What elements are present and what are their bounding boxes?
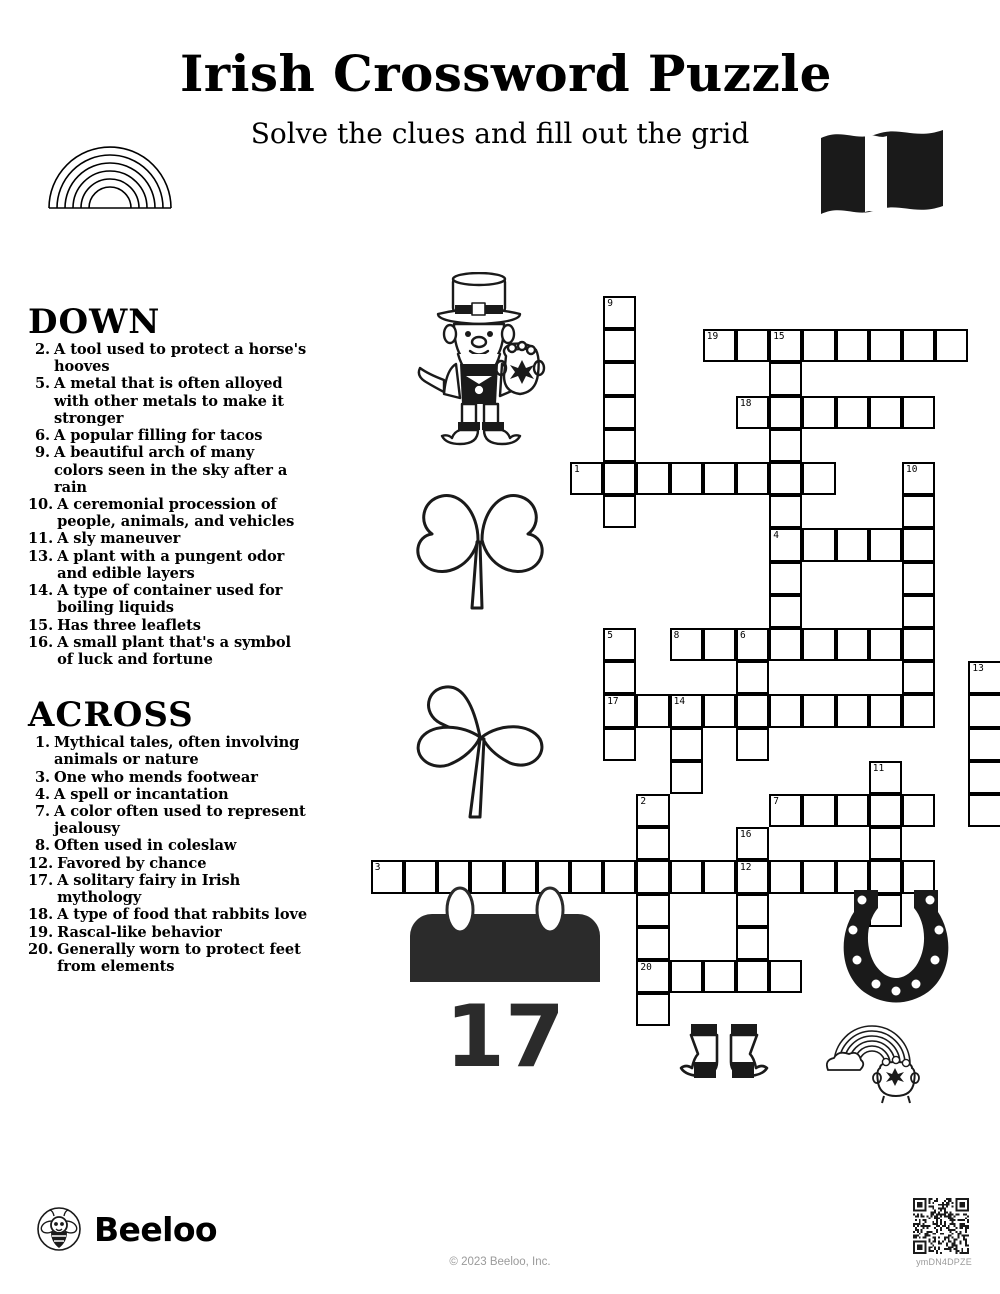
crossword-cell[interactable] — [736, 728, 769, 761]
crossword-cell[interactable] — [869, 396, 902, 429]
crossword-cell[interactable] — [869, 761, 902, 794]
clue-text: A type of container used for boiling liquids — [57, 582, 283, 617]
crossword-cell[interactable] — [836, 628, 869, 661]
crossword-cell[interactable] — [603, 462, 636, 495]
crossword-cell[interactable] — [603, 362, 636, 395]
crossword-cell[interactable] — [802, 628, 835, 661]
crossword-cell[interactable] — [703, 860, 736, 893]
crossword-cell[interactable] — [636, 860, 669, 893]
crossword-cell[interactable] — [670, 860, 703, 893]
crossword-cell[interactable] — [802, 528, 835, 561]
cell-number: 18 — [740, 397, 752, 409]
cell-number: 15 — [773, 331, 785, 343]
crossword-cell[interactable] — [902, 495, 935, 528]
copyright-text: © 2023 Beeloo, Inc. — [449, 1256, 551, 1268]
clue-number: 5. — [34, 375, 50, 393]
crossword-cell[interactable] — [769, 329, 802, 362]
shamrock-illustration — [396, 655, 561, 820]
crossword-cell[interactable] — [836, 396, 869, 429]
cell-number: 20 — [640, 962, 652, 973]
crossword-cell[interactable] — [902, 528, 935, 561]
crossword-cell[interactable] — [769, 562, 802, 595]
clue-number: 15. — [28, 616, 54, 634]
clue-text: Has three leaflets — [57, 616, 201, 634]
clue-item — [28, 548, 308, 582]
brand-name: Beeloo — [94, 1209, 217, 1249]
crossword-cell[interactable] — [670, 761, 703, 794]
clue-item — [28, 582, 308, 616]
down-clue-list — [28, 341, 308, 668]
clue-text: A popular filling for tacos — [54, 427, 263, 445]
down-heading: DOWN — [28, 302, 161, 342]
clue-number: 12. — [28, 854, 54, 872]
crossword-cell[interactable] — [636, 694, 669, 727]
crossword-cell[interactable] — [902, 694, 935, 727]
clue-item — [28, 375, 308, 427]
clue-item — [28, 769, 308, 786]
crossword-cell[interactable] — [769, 628, 802, 661]
cell-number: 9 — [607, 298, 613, 309]
bee-logo-icon — [36, 1206, 82, 1252]
clue-number: 1. — [34, 734, 50, 752]
clue-text: A sly maneuver — [57, 530, 181, 548]
crossword-cell[interactable] — [869, 827, 902, 860]
page-subtitle: Solve the clues and fill out the grid — [250, 116, 750, 150]
crossword-cell[interactable] — [736, 827, 769, 860]
clue-text: A small plant that's a symbol of luck and fortune — [57, 633, 291, 668]
clue-item — [28, 786, 308, 803]
crossword-cell[interactable] — [869, 694, 902, 727]
clue-item — [28, 530, 308, 547]
crossword-cell[interactable] — [703, 960, 736, 993]
crossword-cell[interactable] — [636, 827, 669, 860]
clue-text: A plant with a pungent odor and edible layers — [57, 547, 285, 582]
clue-item — [28, 872, 308, 906]
clue-item — [28, 906, 308, 923]
cell-number: 14 — [673, 696, 686, 708]
clue-number: 10. — [28, 495, 54, 513]
crossword-cell[interactable] — [769, 860, 802, 893]
clue-text: Often used in coleslaw — [54, 837, 237, 855]
clue-text: A type of food that rabbits love — [57, 906, 308, 924]
clue-text: Mythical tales, often involving animals or nature — [54, 734, 300, 769]
crossword-cell[interactable] — [869, 329, 902, 362]
crossword-cell[interactable] — [703, 329, 736, 362]
clue-number: 20. — [28, 940, 54, 958]
cell-number: 8 — [673, 630, 680, 641]
crossword-cell[interactable] — [603, 429, 636, 462]
calendar-day: 17 — [445, 987, 565, 1087]
crossword-cell[interactable] — [902, 462, 935, 495]
cell-number: 4 — [773, 530, 779, 542]
crossword-cell[interactable] — [670, 694, 703, 727]
cell-number: 19 — [706, 331, 719, 343]
page-title: Irish Crossword Puzzle — [180, 44, 832, 103]
clue-number: 14. — [28, 582, 54, 600]
clue-text: Generally worn to protect feet from elements — [57, 940, 301, 975]
crossword-cell[interactable] — [636, 794, 669, 827]
crossword-cell[interactable] — [869, 628, 902, 661]
clue-number: 9. — [34, 444, 50, 462]
crossword-cell[interactable] — [902, 329, 935, 362]
crossword-cell[interactable] — [736, 661, 769, 694]
crossword-cell[interactable] — [769, 462, 802, 495]
clue-item — [28, 855, 308, 872]
clue-number: 13. — [28, 547, 54, 565]
crossword-cell[interactable] — [769, 794, 802, 827]
across-heading: ACROSS — [28, 695, 194, 736]
crossword-cell[interactable] — [769, 396, 802, 429]
crossword-cell[interactable] — [736, 927, 769, 960]
clue-text: Rascal-like behavior — [57, 923, 222, 941]
clue-text: Favored by chance — [57, 854, 207, 872]
crossword-cell[interactable] — [769, 595, 802, 628]
crossword-cell[interactable] — [670, 628, 703, 661]
crossword-cell[interactable] — [570, 462, 603, 495]
cell-number: 6 — [740, 630, 746, 641]
cell-number: 2 — [640, 796, 647, 807]
clue-item — [28, 734, 308, 768]
crossword-cell[interactable] — [968, 661, 1000, 694]
crossword-cell[interactable] — [869, 794, 902, 827]
clue-number: 6. — [34, 427, 50, 445]
crossword-cell[interactable] — [968, 694, 1000, 727]
crossword-cell[interactable] — [902, 628, 935, 661]
crossword-cell[interactable] — [603, 495, 636, 528]
crossword-cell[interactable] — [836, 794, 869, 827]
cell-number: 3 — [374, 862, 381, 874]
clue-number: 17. — [28, 871, 54, 889]
clue-text: A ceremonial procession of people, animals, and vehicles — [57, 495, 295, 531]
qr-code-icon — [905, 1198, 977, 1254]
irish-flag-icon — [815, 126, 950, 226]
crossword-cell[interactable] — [736, 628, 769, 661]
cell-number: 1 — [574, 464, 580, 475]
crossword-cell[interactable] — [636, 927, 669, 960]
cell-number: 12 — [740, 862, 752, 874]
clue-number: 16. — [28, 633, 54, 651]
crossword-cell[interactable] — [636, 960, 669, 993]
cell-number: 13 — [972, 663, 984, 675]
clue-text: A beautiful arch of many colors seen in the sky after a rain — [54, 444, 288, 496]
clue-item — [28, 941, 308, 975]
crossword-cell[interactable] — [902, 595, 935, 628]
clue-text: A color often used to represent jealousy — [54, 803, 306, 838]
crossword-cell[interactable] — [802, 694, 835, 727]
crossword-cell[interactable] — [636, 993, 669, 1026]
crossword-cell[interactable] — [902, 562, 935, 595]
clues-panel — [28, 302, 308, 975]
qr-code-label: ymDN4DPZE — [916, 1257, 972, 1267]
crossword-cell[interactable] — [603, 694, 636, 727]
crossword-cell[interactable] — [902, 396, 935, 429]
crossword-cell[interactable] — [670, 728, 703, 761]
crossword-cell[interactable] — [736, 860, 769, 893]
qr-code-block — [905, 1198, 983, 1267]
crossword-cell[interactable] — [769, 694, 802, 727]
crossword-cell[interactable] — [802, 462, 835, 495]
cell-number: 16 — [740, 829, 752, 841]
clue-item — [28, 444, 308, 496]
cell-number: 10 — [906, 464, 918, 475]
crossword-cell[interactable] — [703, 694, 736, 727]
leprechaun-illustration — [408, 272, 563, 447]
crossword-cell[interactable] — [603, 329, 636, 362]
crossword-cell[interactable] — [802, 860, 835, 893]
clue-number: 7. — [34, 803, 50, 821]
crossword-cell[interactable] — [703, 462, 736, 495]
crossword-cell[interactable] — [902, 794, 935, 827]
leprechaun-boots-illustration — [676, 1018, 774, 1100]
cell-number: 7 — [773, 796, 779, 807]
crossword-cell[interactable] — [736, 894, 769, 927]
clue-item — [28, 427, 308, 444]
crossword-cell[interactable] — [603, 296, 636, 329]
page-header — [0, 44, 1000, 188]
crossword-cell[interactable] — [736, 694, 769, 727]
crossword-cell[interactable] — [736, 462, 769, 495]
crossword-cell[interactable] — [968, 761, 1000, 794]
clue-item — [28, 924, 308, 941]
crossword-cell[interactable] — [769, 429, 802, 462]
calendar-illustration — [398, 886, 613, 1101]
crossword-cell[interactable] — [769, 362, 802, 395]
clue-item — [28, 803, 308, 837]
across-clue-list — [28, 734, 308, 975]
crossword-cell[interactable] — [603, 728, 636, 761]
crossword-cell[interactable] — [802, 794, 835, 827]
crossword-cell[interactable] — [736, 960, 769, 993]
crossword-cell[interactable] — [836, 694, 869, 727]
crossword-cell[interactable] — [836, 329, 869, 362]
clue-number: 18. — [28, 906, 54, 924]
crossword-cell[interactable] — [769, 960, 802, 993]
cell-number: 17 — [607, 696, 619, 708]
crossword-cell[interactable] — [736, 329, 769, 362]
cell-number: 5 — [607, 630, 613, 641]
clue-item — [28, 617, 308, 634]
clue-text: One who mends footwear — [54, 768, 258, 786]
crossword-cell[interactable] — [968, 728, 1000, 761]
clue-number: 2. — [34, 341, 50, 358]
crossword-cell[interactable] — [636, 894, 669, 927]
footer-logo — [36, 1206, 217, 1252]
rainbow-icon — [45, 130, 175, 210]
crossword-cell[interactable] — [869, 528, 902, 561]
crossword-cell[interactable] — [802, 329, 835, 362]
clue-number: 8. — [34, 837, 50, 855]
crossword-cell[interactable] — [736, 396, 769, 429]
clue-number: 3. — [34, 768, 50, 786]
crossword-cell[interactable] — [802, 396, 835, 429]
four-leaf-clover-illustration — [398, 462, 563, 617]
crossword-cell[interactable] — [603, 396, 636, 429]
clue-number: 4. — [34, 785, 50, 803]
crossword-cell[interactable] — [670, 960, 703, 993]
clue-item — [28, 837, 308, 854]
cell-number: 11 — [872, 762, 885, 774]
crossword-cell[interactable] — [703, 628, 736, 661]
clue-item — [28, 341, 308, 375]
clue-text: A tool used to protect a horse's hooves — [54, 341, 307, 376]
rainbow-pot-of-gold-illustration — [818, 1008, 926, 1106]
clue-item — [28, 496, 308, 530]
horseshoe-illustration — [832, 878, 960, 1006]
crossword-cell[interactable] — [836, 528, 869, 561]
clue-text: A metal that is often alloyed with other metals to make it stronger — [54, 375, 284, 427]
title-block — [180, 44, 832, 150]
clue-number: 19. — [28, 923, 54, 941]
crossword-cell[interactable] — [769, 495, 802, 528]
crossword-cell[interactable] — [769, 528, 802, 561]
crossword-cell[interactable] — [935, 329, 968, 362]
crossword-cell[interactable] — [968, 794, 1000, 827]
crossword-cell[interactable] — [902, 661, 935, 694]
clue-text: A solitary fairy in Irish mythology — [57, 871, 241, 907]
crossword-cell[interactable] — [636, 462, 669, 495]
clue-text: A spell or incantation — [54, 785, 229, 803]
crossword-cell[interactable] — [670, 462, 703, 495]
crossword-cell[interactable] — [603, 661, 636, 694]
crossword-cell[interactable] — [603, 628, 636, 661]
clue-number: 11. — [28, 530, 54, 548]
clue-item — [28, 634, 308, 668]
